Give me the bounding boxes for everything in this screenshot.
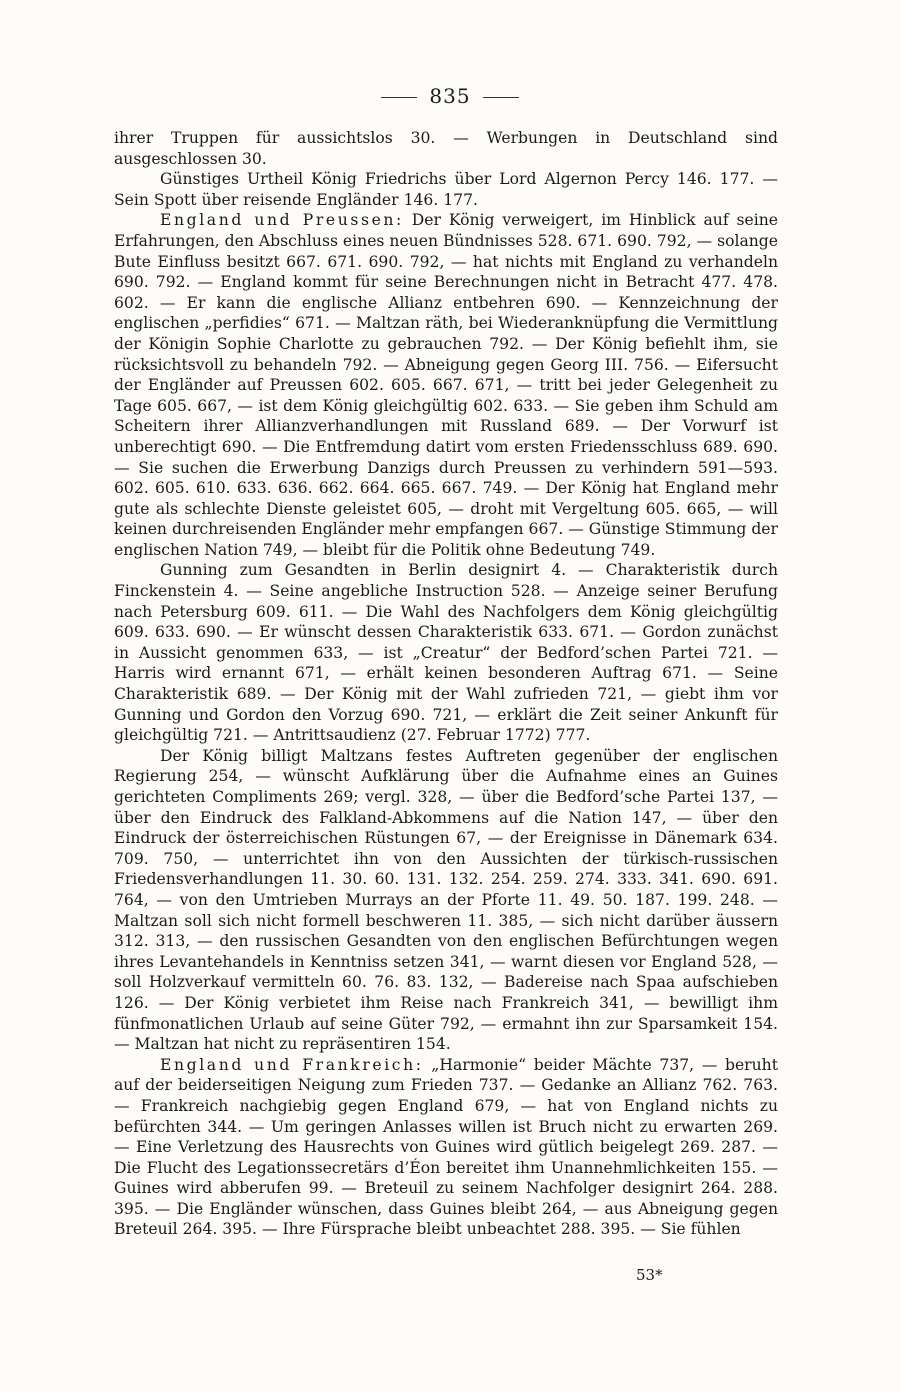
paragraph-gunning: Gunning zum Gesandten in Berlin designirt 4. — Charakteristik durch Finckenstein 4. — Seine angebliche Instruction 528. — Anzeige seiner Berufung nach Petersburg 609. 611. — Die Wahl des Nachfolgers dem König gleichgültig 609. 633. 690. — Er wünscht dessen Charakteristik 633. 671. — Gordon zunächst in Aussicht genommen 633, — ist „Creatur“ der Bedford’schen Partei 721. — Harris wird ernannt 671, — erhält keinen besonderen Auftrag 671. — Seine Charakteristik 689. — Der König mit der Wahl zufrieden 721, — giebt ihm vor Gunning und Gordon den Vorzug 690. 721, — erklärt die Zeit seiner Ankunft für gleichgültig 721. — Antrittsaudienz (27. Februar 1772) 777. [114, 561, 778, 745]
paragraph-truppen: ihrer Truppen für aussichtslos 30. — Werbungen in Deutschland sind ausgeschlossen 30. [114, 129, 778, 168]
section-heading: England und Preussen: [160, 211, 404, 230]
header-rule-left [381, 97, 417, 98]
sheet-signature: 53* [636, 1266, 663, 1284]
paragraph-england-frankreich: England und Frankreich: „Harmonie“ beider Mächte 737, — beruht auf der beiderseitigen Neigung zum Frieden 737. — Gedanke an Allianz 762. 763. — Frankreich nachgiebig gegen England 679, — hat von England nichts zu befürchten 344. — Um geringen Anlasses willen ist Bruch nicht zu erwarten 269. — Eine Verletzung des Hausrechts von Guines wird gütlich beigelegt 269. 287. — Die Flucht des Legationssecretärs d’Éon bereitet ihm Unannehmlichkeiten 155. — Guines wird abberufen 99. — Breteuil zu seinem Nachfolger designirt 264. 288. 395. — Die Engländer wünschen, dass Guines bleibt 264, — aus Abneigung gegen Breteuil 264. 395. — Ihre Fürsprache bleibt unbeachtet 288. 395. — Sie fühlen [114, 1055, 778, 1239]
page-header [0, 84, 900, 108]
section-heading: England und Frankreich: [160, 1055, 424, 1074]
index-text [114, 128, 778, 1240]
header-rule-right [483, 97, 519, 98]
paragraph-england-preussen: England und Preussen: Der König verweigert, im Hinblick auf seine Erfahrungen, den Abschluss eines neuen Bündnisses 528. 671. 690. 792, — solange Bute Einfluss besitzt 667. 671. 690. 792, — hat nichts mit England zu verhandeln 690. 792. — England kommt für seine Berechnungen nicht in Betracht 477. 478. 602. — Er kann die englische Allianz entbehren 690. — Kennzeichnung der englischen „perfidies“ 671. — Maltzan räth, bei Wiederanknüpfung die Vermittlung der Königin Sophie Charlotte zu gebrauchen 792. — Der König befiehlt ihm, sie rücksichtsvoll zu behandeln 792. — Abneigung gegen Georg III. 756. — Eifersucht der Engländer auf Preussen 602. 605. 667. 671, — tritt bei jeder Gelegenheit zu Tage 605. 667, — ist dem König gleichgültig 602. 633. — Sie geben ihm Schuld am Scheitern ihrer Allianzverhandlungen mit Russland 689. — Der Vorwurf ist unberechtigt 690. — Die Entfremdung datirt vom ersten Friedensschluss 689. 690. — Sie suchen die Erwerbung Danzigs durch Preussen zu verhindern 591—593. 602. 605. 610. 633. 636. 662. 664. 665. 667. 749. — Der König hat England mehr gute als schlechte Dienste geleistet 605, — droht mit Vergeltung 605. 665, — will keinen durchreisenden Engländer mehr empfangen 667. — Günstige Stimmung der englischen Nation 749, — bleibt für die Politik ohne Bedeutung 749. [114, 211, 778, 559]
page-number: 835 [429, 84, 471, 108]
paragraph-maltzan: Der König billigt Maltzans festes Auftreten gegenüber der englischen Regierung 254, — wünscht Aufklärung über die Aufnahme eines an Guines gerichteten Compliments 269; vergl. 328, — über die Bedford’sche Partei 137, — über den Eindruck des Falkland-Abkommens auf die Nation 147, — über den Eindruck der österreichischen Rüstungen 67, — der Ereignisse in Dänemark 634. 709. 750, — unterrichtet ihn von den Aussichten der türkisch-russischen Friedensverhandlungen 11. 30. 60. 131. 132. 254. 259. 274. 333. 341. 690. 691. 764, — von den Umtrieben Murrays an der Pforte 11. 49. 50. 187. 199. 248. — Maltzan soll sich nicht formell beschweren 11. 385, — sich nicht darüber äussern 312. 313, — den russischen Gesandten von den englischen Befürchtungen wegen ihres Levantehandels in Kenntniss setzen 341, — warnt diesen vor England 528, — soll Holzverkauf vermitteln 60. 76. 83. 132, — Badereise nach Spaa aufschieben 126. — Der König verbietet ihm Reise nach Frankreich 341, — bewilligt ihm fünfmonatlichen Urlaub auf seine Güter 792, — ermahnt ihn zur Sparsamkeit 154. — Maltzan hat nicht zu repräsentiren 154. [114, 746, 778, 1054]
paragraph-percy: Günstiges Urtheil König Friedrichs über Lord Algernon Percy 146. 177. — Sein Spott über reisende Engländer 146. 177. [114, 170, 778, 209]
